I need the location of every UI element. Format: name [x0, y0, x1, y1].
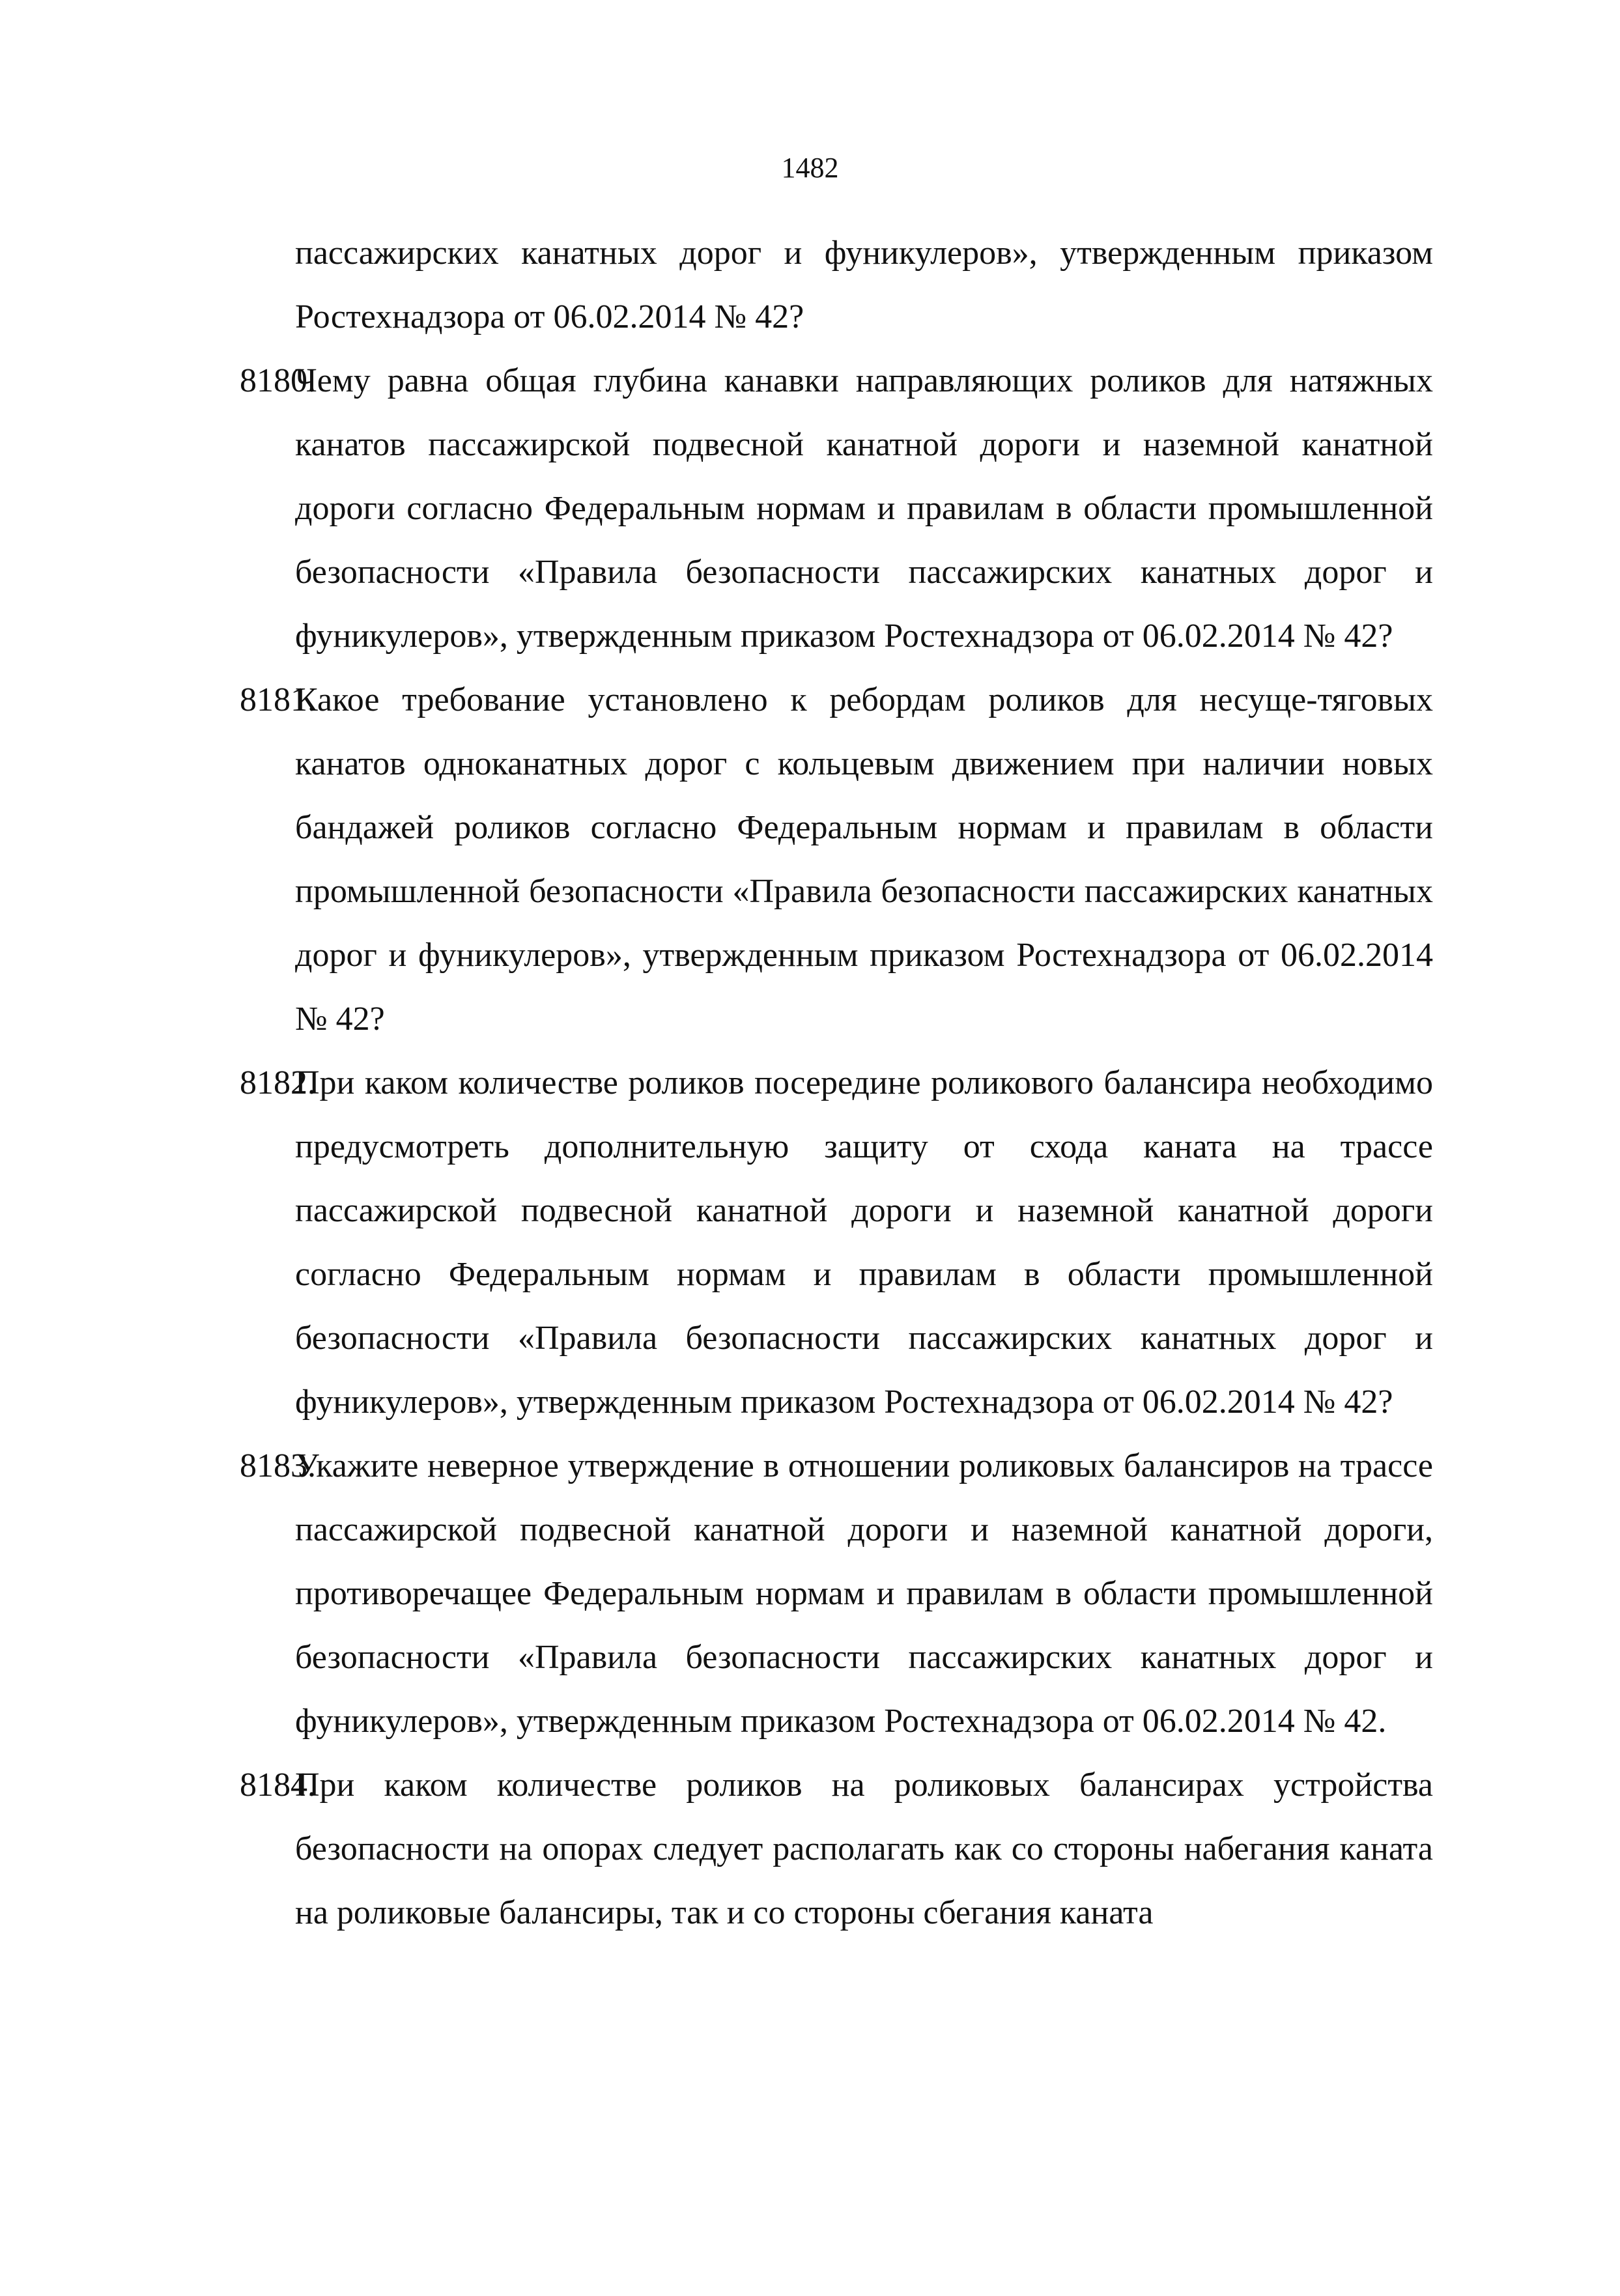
question-number: 8181 .: [240, 668, 316, 732]
question-number: 8183 .: [240, 1434, 316, 1498]
page-number: 1482: [781, 152, 839, 184]
document-body: [240, 221, 1433, 1945]
question-item: [240, 1434, 1433, 1753]
question-item: [240, 1753, 1433, 1945]
question-number: 8180 .: [240, 349, 316, 413]
question-text: Чему равна общая глубина канавки направляющих роликов для натяжных канатов пассажирской подвесной канатной дороги и наземной канатной дороги согласно Федеральным нормам и правилам в области промышленной безопасности «Правила безопасности пассажирских канатных дорог и фуникулеров», утвержденным приказом Ростехнадзора от 06.02.2014 № 42?: [295, 362, 1433, 655]
question-text: Укажите неверное утверждение в отношении роликовых балансиров на трассе пассажирской подвесной канатной дороги и наземной канатной дороги, противоречащее Федеральным нормам и правилам в области промышленной безопасности «Правила безопасности пассажирских канатных дорог и фуникулеров», утвержденным приказом Ростехнадзора от 06.02.2014 № 42.: [295, 1447, 1433, 1740]
question-item: [240, 668, 1433, 1051]
question-number: 8184 .: [240, 1753, 316, 1817]
question-item: [240, 1051, 1433, 1434]
question-text: При каком количестве роликов на роликовых балансирах устройства безопасности на опорах следует располагать как со стороны набегания каната на роликовые балансиры, так и со стороны сбегания каната: [295, 1766, 1433, 1931]
continuation-text: пассажирских канатных дорог и фуникулеров», утвержденным приказом Ростехнадзора от 06.02.2014 № 42?: [295, 234, 1433, 335]
question-text: Какое требование установлено к ребордам роликов для несуще-тяговых канатов одноканатных дорог с кольцевым движением при наличии новых бандажей роликов согласно Федеральным нормам и правилам в области промышленной безопасности «Правила безопасности пассажирских канатных дорог и фуникулеров», утвержденным приказом Ростехнадзора от 06.02.2014 № 42?: [295, 681, 1433, 1038]
question-text: При каком количестве роликов посередине роликового балансира необходимо предусмотреть дополнительную защиту от схода каната на трассе пассажирской подвесной канатной дороги и наземной канатной дороги согласно Федеральным нормам и правилам в области промышленной безопасности «Правила безопасности пассажирских канатных дорог и фуникулеров», утвержденным приказом Ростехнадзора от 06.02.2014 № 42?: [295, 1064, 1433, 1421]
question-number: 8182 .: [240, 1051, 316, 1115]
question-item: [240, 349, 1433, 668]
